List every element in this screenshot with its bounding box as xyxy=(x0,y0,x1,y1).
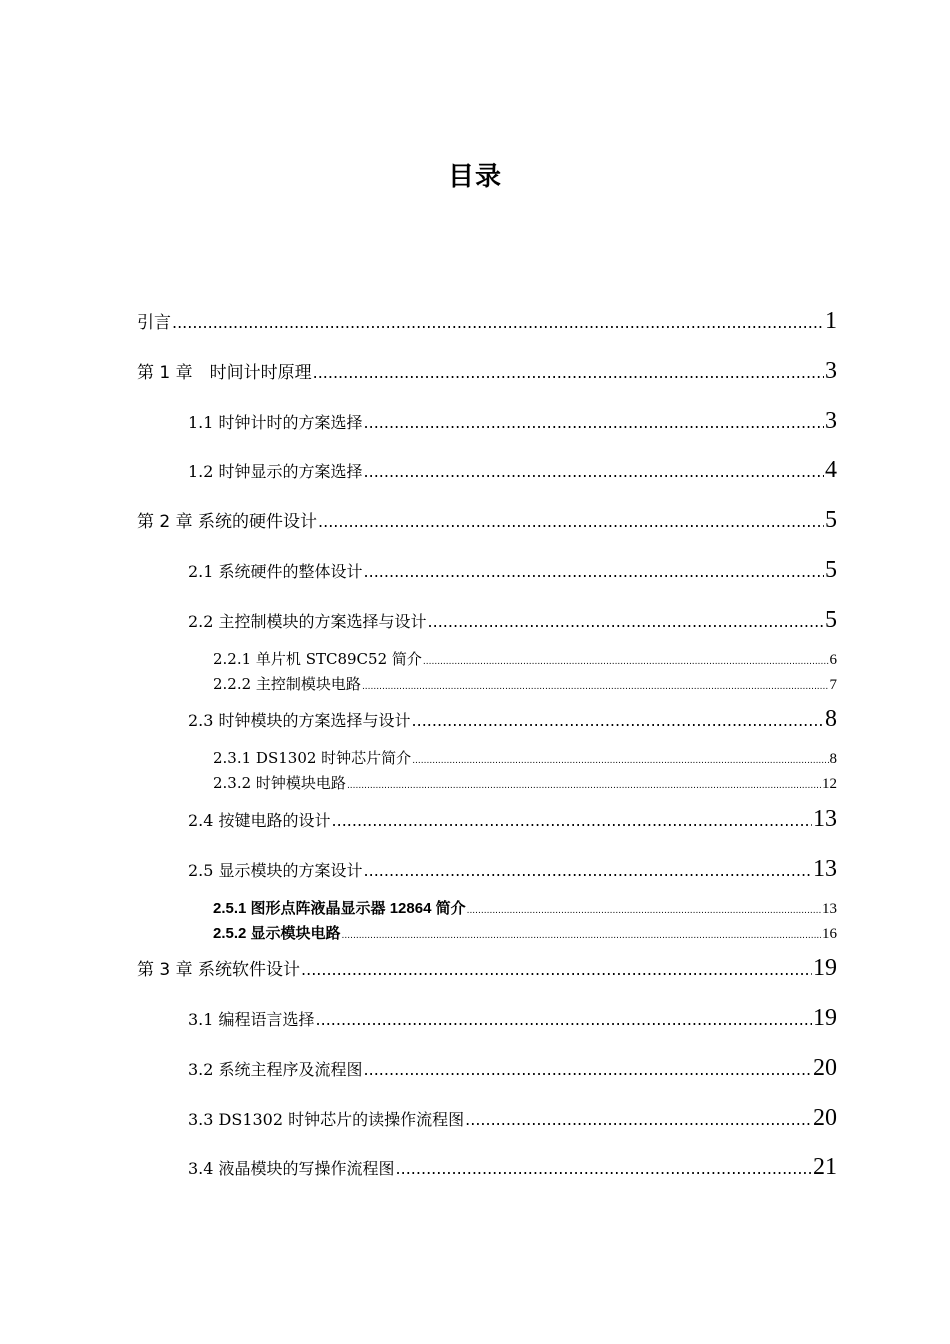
toc-entry-section-1-2[interactable] xyxy=(188,457,837,484)
dot-leader xyxy=(301,960,812,979)
toc-entry-label: 2.4 按键电路的设计 xyxy=(188,811,331,830)
dot-leader xyxy=(412,711,824,730)
toc-entry-section-2-3-2[interactable] xyxy=(213,772,837,793)
toc-entry-label: 2.5 显示模块的方案设计 xyxy=(188,861,363,880)
toc-entry-section-2-5[interactable] xyxy=(188,856,837,883)
toc-page-number: 8 xyxy=(825,706,837,732)
dot-leader xyxy=(364,562,824,581)
dot-leader xyxy=(318,512,824,531)
toc-page-number: 20 xyxy=(813,1055,837,1081)
dot-leader xyxy=(465,1110,812,1129)
toc-page-number: 20 xyxy=(813,1105,837,1131)
toc-entry-section-2-3-1[interactable] xyxy=(213,747,837,768)
toc-entry-section-2-3[interactable] xyxy=(188,706,837,733)
toc-entry-section-3-1[interactable] xyxy=(188,1005,837,1032)
toc-page-number: 21 xyxy=(813,1154,837,1180)
toc-entry-section-2-2-1[interactable] xyxy=(213,648,837,669)
toc-entry-label: 3.1 编程语言选择 xyxy=(188,1010,315,1029)
toc-entry-label: 2.2 主控制模块的方案选择与设计 xyxy=(188,612,427,631)
toc-page-number: 19 xyxy=(813,955,837,981)
dot-leader xyxy=(364,1060,812,1079)
toc-entry-label: 第 1 章 时间计时原理 xyxy=(137,363,312,383)
toc-entry-section-2-2[interactable] xyxy=(188,607,837,634)
toc-entry-section-2-5-1[interactable] xyxy=(213,897,837,918)
dot-leader xyxy=(412,756,828,766)
toc-entry-label: 2.2.2 主控制模块电路 xyxy=(213,675,361,693)
toc-entry-chapter-3[interactable] xyxy=(137,955,837,982)
dot-leader xyxy=(172,313,824,332)
toc-entry-label: 1.2 时钟显示的方案选择 xyxy=(188,462,363,481)
toc-entry-label: 第 2 章 系统的硬件设计 xyxy=(137,512,318,532)
toc-entry-section-3-4[interactable] xyxy=(188,1154,837,1181)
toc-page-number: 3 xyxy=(825,408,837,434)
toc-entry-label: 3.3 DS1302 时钟芯片的读操作流程图 xyxy=(188,1110,465,1129)
toc-entry-section-2-2-2[interactable] xyxy=(213,673,837,694)
toc-entry-label: 2.5.1 图形点阵液晶显示器 12864 简介 xyxy=(213,900,466,917)
toc-page-number: 4 xyxy=(825,457,837,483)
toc-page-number: 5 xyxy=(825,607,837,633)
toc-entry-label: 2.2.1 单片机 STC89C52 简介 xyxy=(213,650,422,668)
toc-page-number: 3 xyxy=(825,358,837,384)
toc-page-number: 16 xyxy=(822,926,837,942)
dot-leader xyxy=(364,861,812,880)
toc-entry-chapter-2[interactable] xyxy=(137,507,837,534)
dot-leader xyxy=(364,462,824,481)
dot-leader xyxy=(362,682,829,692)
toc-entry-label: 2.1 系统硬件的整体设计 xyxy=(188,562,363,581)
toc-entry-section-2-5-2[interactable] xyxy=(213,922,837,943)
toc-entry-label: 3.4 液晶模块的写操作流程图 xyxy=(188,1159,395,1178)
toc-entry-label: 2.3.2 时钟模块电路 xyxy=(213,774,346,792)
dot-leader xyxy=(467,906,821,916)
toc-entry-label: 第 3 章 系统软件设计 xyxy=(137,960,301,980)
dot-leader xyxy=(316,1010,812,1029)
dot-leader xyxy=(364,413,824,432)
toc-entry-section-2-1[interactable] xyxy=(188,557,837,584)
toc-entry-section-3-2[interactable] xyxy=(188,1055,837,1082)
dot-leader xyxy=(423,657,829,667)
dot-leader xyxy=(428,612,824,631)
toc-page-number: 5 xyxy=(825,507,837,533)
toc-entry-label: 2.5.2 显示模块电路 xyxy=(213,925,341,942)
toc-entry-section-2-4[interactable] xyxy=(188,806,837,833)
toc-page-number: 12 xyxy=(822,776,837,792)
toc-page-number: 1 xyxy=(825,308,837,334)
dot-leader xyxy=(313,363,824,382)
toc-entry-label: 2.3 时钟模块的方案选择与设计 xyxy=(188,711,411,730)
toc-page-number: 19 xyxy=(813,1005,837,1031)
toc-title: 目录 xyxy=(447,161,502,191)
dot-leader xyxy=(342,931,821,941)
toc-entry-section-3-3[interactable] xyxy=(188,1105,837,1132)
toc-entry-label: 2.3.1 DS1302 时钟芯片简介 xyxy=(213,749,412,767)
toc-entry-chapter-1[interactable] xyxy=(137,358,837,385)
toc-page-number: 5 xyxy=(825,557,837,583)
toc-page-number: 13 xyxy=(822,901,837,917)
toc-entry-label: 3.2 系统主程序及流程图 xyxy=(188,1060,363,1079)
toc-entry-section-1-1[interactable] xyxy=(188,408,837,435)
toc-entry-label: 引言 xyxy=(137,313,171,333)
toc-entry-introduction[interactable] xyxy=(137,308,837,335)
toc-page-number: 6 xyxy=(829,652,837,668)
dot-leader xyxy=(347,781,821,791)
toc-page-number: 7 xyxy=(829,677,837,693)
toc-page-number: 8 xyxy=(829,751,837,767)
toc-page-number: 13 xyxy=(813,806,837,832)
toc-page-number: 13 xyxy=(813,856,837,882)
dot-leader xyxy=(332,811,812,830)
toc-entry-label: 1.1 时钟计时的方案选择 xyxy=(188,413,363,432)
dot-leader xyxy=(396,1159,812,1178)
